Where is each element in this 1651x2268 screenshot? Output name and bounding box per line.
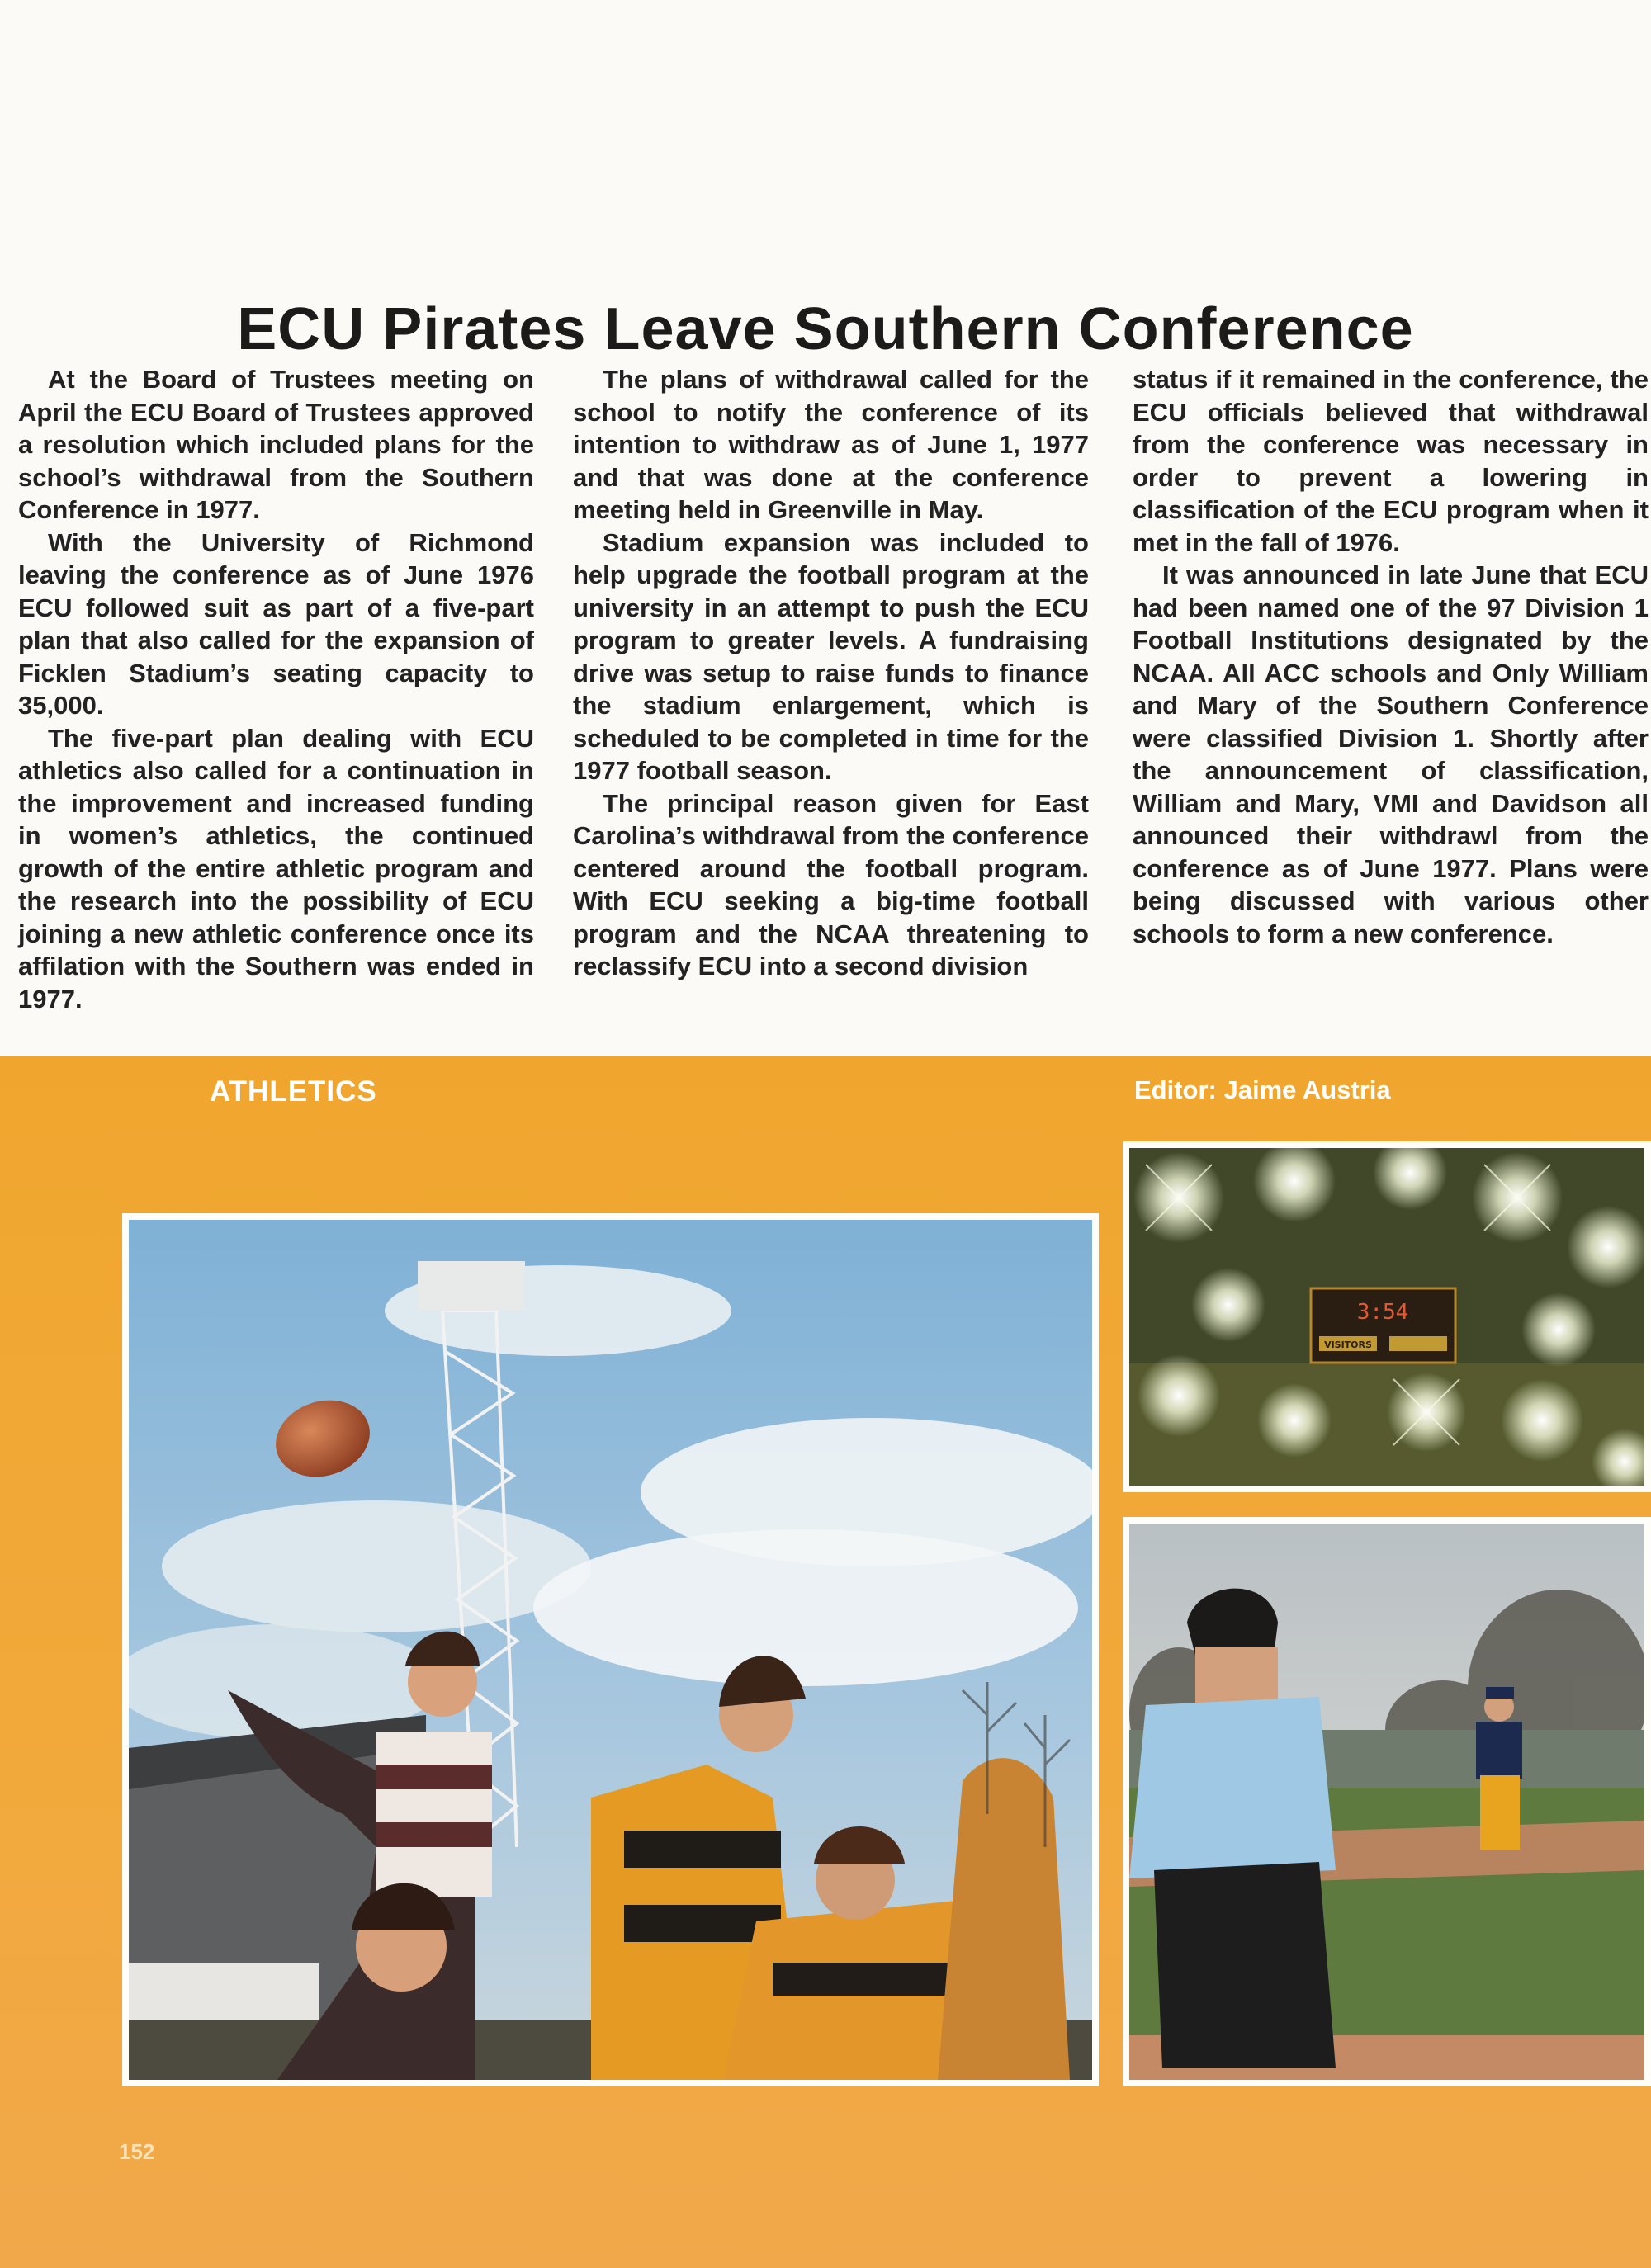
article-title: ECU Pirates Leave Southern Conference <box>237 296 1414 363</box>
paragraph: With the University of Richmond leaving the conference as of June 1976 ECU followed suit as part of a five-part plan that also called for the expansion of Ficklen Stadium’s seating capacity to 35,000. <box>18 527 534 720</box>
editor-credit: Editor: Jaime Austria <box>1134 1075 1391 1104</box>
section-label: ATHLETICS <box>210 1075 377 1108</box>
paragraph: The plans of withdrawal called for the school to notify the conference of its intention to withdraw as of June 1, 1977 and that was done at the conference meeting held in Greenville in May. <box>573 365 1089 524</box>
article-column-3 <box>1133 363 1649 950</box>
baseball-photo <box>1123 1517 1651 2086</box>
article-column-2 <box>573 363 1089 983</box>
rugby-photo <box>122 1213 1099 2086</box>
page-number: 152 <box>119 2139 155 2164</box>
paragraph: At the Board of Trustees meeting on April the ECU Board of Trustees approved a resolution which included plans for the school’s withdrawal from the Southern Conference in 1977. <box>18 365 534 524</box>
scoreboard-photo-image <box>1129 1148 1644 1486</box>
scoreboard-photo <box>1123 1141 1651 1492</box>
paragraph: The five-part plan dealing with ECU athletics also called for a continuation in the improvement and increased funding in women’s athletics, the continued growth of the entire athletic program and the research into the possibility of ECU joining a new athletic conference once its affilation with the Southern was ended in 1977. <box>18 723 534 1014</box>
article-column-1 <box>18 363 534 1015</box>
rugby-photo-image <box>129 1220 1092 2080</box>
paragraph: The principal reason given for East Carolina’s withdrawal from the conference centered around the football program. With ECU seeking a big-time football program and the NCAA threatening to reclassify ECU into a second division <box>573 788 1089 980</box>
scoreboard-clock: 3:54 <box>1356 1300 1409 1325</box>
baseball-photo-image <box>1129 1524 1644 2080</box>
paragraph: Stadium expansion was included to help upgrade the football program at the university in an attempt to push the ECU program to greater levels. A fundraising drive was setup to raise funds to finance the stadium enlargement, which is scheduled to be completed in time for the 1977 football season. <box>573 527 1089 785</box>
paragraph: status if it remained in the conference, the ECU officials believed that withdrawal from the conference was necessary in order to prevent a lowering in classification of the ECU program when it met in the fall of 1976. <box>1133 365 1649 557</box>
paragraph: It was announced in late June that ECU had been named one of the 97 Division 1 Football Institutions designated by the NCAA. All ACC schools and Only William and Mary of the Southern Conference were classified Division 1. Shortly after the announcement of classification, William and Mary, VMI and Davidson all announced their withdrawl from the conference as of June 1977. Plans were being discussed with various other schools to form a new conference. <box>1133 560 1649 948</box>
scoreboard-visitors-label: VISITORS <box>1324 1340 1372 1350</box>
